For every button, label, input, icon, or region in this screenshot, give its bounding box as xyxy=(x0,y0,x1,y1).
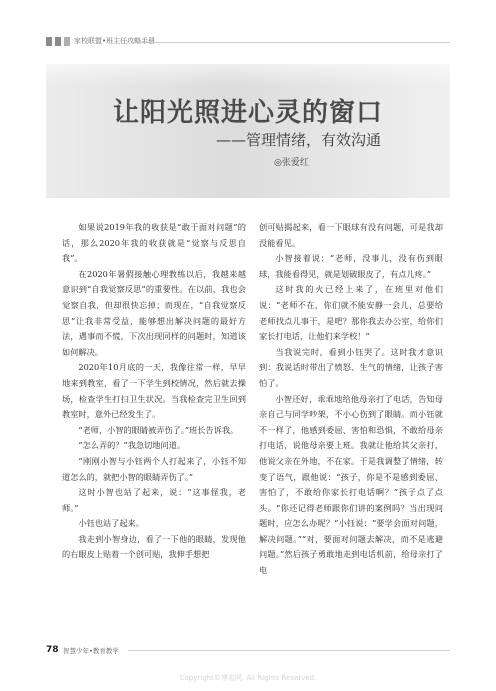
running-header: 家校联盟•班主任攻略手册 xyxy=(74,37,156,45)
copyright-watermark: Copyright©博看网. All Rights Reserved. xyxy=(179,674,317,682)
paragraph: 我走到小智身边，看了一下他的眼睛，发现他的右眼皮上贴着一个创可贴，我伸手想把 xyxy=(62,533,246,560)
paragraph: 如果说2019年我的收获是“敢于面对问题”的话，那么2020年我的收获就是“觉察与反思自我”。 xyxy=(62,222,246,264)
header-rule xyxy=(132,42,450,43)
paragraph: 小钰也站了起来。 xyxy=(78,518,144,529)
paragraph: 2020年10月底的一天，我像往常一样，早早地来到教室，看了一下学生到校情况，然后就去操场，检查学生打扫卫生状况。当我检查完卫生回到教室时，意外已经发生了。 xyxy=(62,362,246,420)
paragraph: “老师，小智的眼睛被弄伤了。”班长告诉我。 xyxy=(78,424,239,435)
page-number: 78 xyxy=(46,645,59,655)
article-subtitle: ——管理情绪，有效沟通 xyxy=(216,131,382,149)
paragraph: 这时小智也站了起来，说：“这事怪我，老师。” xyxy=(62,487,246,513)
paragraph: “怎么弄的？”我急切地问道。 xyxy=(78,440,186,451)
body-column-left xyxy=(62,220,246,563)
publication-name: 智慧少年•教育教学 xyxy=(63,647,119,655)
title-banner xyxy=(46,64,450,198)
paragraph: 当我说完时，看到小钰哭了。这时我才意识到：我说话时带出了愤怒、生气的情绪，让孩子害怕了。 xyxy=(259,346,443,388)
article-author: ◎张爱红 xyxy=(274,158,309,168)
footer-rule xyxy=(128,650,450,651)
paragraph: 小智还好，乖乖地给他母亲打了电话，告知母亲自己与同学吵架，不小心伤到了眼睛。而小钰就不一样了，他感到委屈、害怕和恐惧，不敢给母亲打电话，说他母亲要上班。我就让他给其父亲打，他说父亲在外地，不在家。于是我调整了情绪，转变了语气，跟他说：“孩子，你是不是感到委屈、害怕了，不敢给你家长打电话啊？”孩子点了点头。“你还记得老师跟你们讲的案例吗？当出现问题时，应怎么办呢？”小钰说：“要学会面对问题，解决问题。”“对，要面对问题去解决，而不是逃避问题。”然后孩子勇敢地走到电话机前，给母亲打了电 xyxy=(259,393,443,576)
paragraph-continued: 创可贴揭起来，看一下眼球有没有问题，可是我却没能看见。 xyxy=(259,222,443,248)
paragraph: “刚刚小智与小钰两个人打起来了，小钰不知道怎么的，就把小智的眼睛弄伤了。” xyxy=(62,455,246,482)
header-decoration xyxy=(46,37,70,46)
paragraph: 这时我的火已经上来了，在班里对他们说：“老师不在，你们就不能安静一会儿，总要给老师找点儿事干，是吧？那你我去办公室，给你们家长打电话，让他们来学校！” xyxy=(259,284,443,342)
article-title: 让阳光照进心灵的窗口 xyxy=(112,98,383,128)
paragraph: 在2020年暑假接触心理教练以后，我越来越意识到“自我觉察反思”的重要性。在以前，我也会觉察自我，但却很快忘掉；而现在，“自我觉察反思”让我非常受益，能够想出解决问题的最好方法，遇事而不慌，下次出现同样的问题时，知道该如何解决。 xyxy=(62,268,246,357)
body-column-right xyxy=(259,220,443,579)
paragraph: 小智接着说：“老师，没事儿，没有伤到眼球，我能看得见，就是划破眼皮了，有点儿疼。” xyxy=(259,253,443,279)
